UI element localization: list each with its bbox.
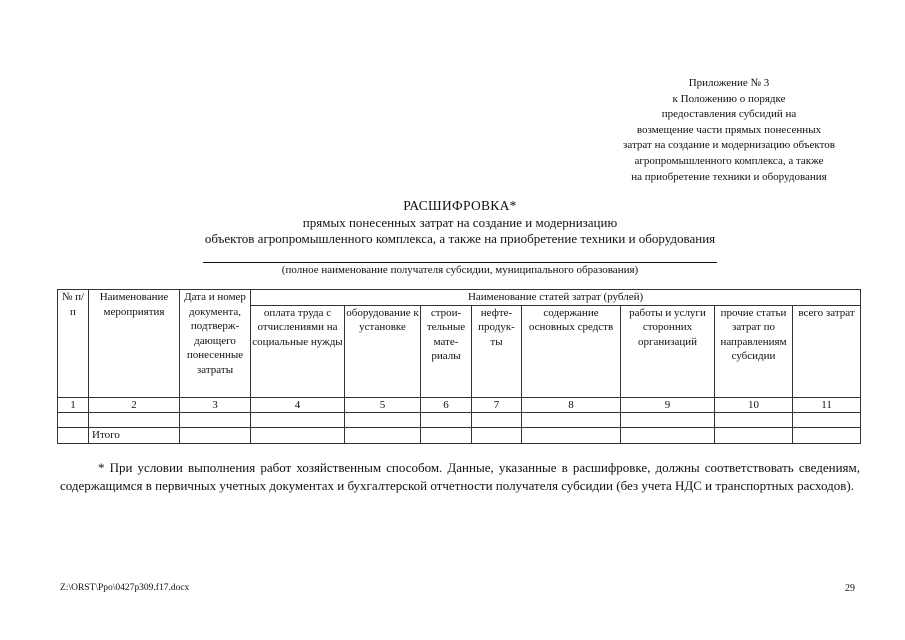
column-number: 1: [58, 397, 89, 413]
table-cell: [715, 428, 793, 444]
column-number: 5: [345, 397, 421, 413]
table-cell: [793, 428, 861, 444]
appendix-line: к Положению о порядке: [672, 92, 786, 105]
header-contractor-services: работы и услуги сторонних организаций: [621, 305, 715, 397]
table-cell: [621, 413, 715, 428]
appendix-line: затрат на создание и модернизацию объектов: [623, 139, 835, 152]
header-fixed-assets: содержание основных средств: [522, 305, 621, 397]
title-line-1: прямых понесенных затрат на создание и модернизацию: [302, 215, 618, 230]
table-cell: [251, 428, 345, 444]
table-cell: [421, 413, 472, 428]
table-cell: [58, 428, 89, 444]
column-number: 9: [621, 397, 715, 413]
appendix-line: предоставления субсидий на: [661, 108, 797, 121]
page-number: 29: [845, 583, 855, 594]
table-cell: [472, 413, 522, 428]
footer-file-path: Z:\ORST\Ppo\0427p309.f17.docx: [60, 583, 190, 593]
table-cell: [793, 413, 861, 428]
table-cell: [715, 413, 793, 428]
total-row: [58, 428, 861, 444]
appendix-line: агропромышленного комплекса, а также: [634, 154, 824, 167]
column-number: 11: [793, 397, 861, 413]
table-cell: [522, 428, 621, 444]
appendix-line: возмещение части прямых понесенных: [636, 123, 822, 136]
title-line-2: объектов агропромышленного комплекса, а также на приобретение техники и оборудования: [204, 231, 716, 246]
header-event-name: Наименование мероприятия: [89, 290, 180, 398]
header-building-materials: строи- тельные мате- риалы: [421, 305, 472, 397]
column-number: 4: [251, 397, 345, 413]
header-labor-costs: оплата труда с отчислениями на социальные нужды: [251, 305, 345, 397]
column-number: 10: [715, 397, 793, 413]
column-number: 3: [180, 397, 251, 413]
table-cell: [58, 413, 89, 428]
header-total-costs: всего затрат: [793, 305, 861, 397]
table-cell: [345, 428, 421, 444]
appendix-line: Приложение № 3: [688, 77, 770, 89]
table-cell: [522, 413, 621, 428]
table-cell: [621, 428, 715, 444]
table-cell: [180, 413, 251, 428]
table-row: [58, 413, 861, 428]
appendix-line: на приобретение техники и оборудования: [631, 170, 827, 183]
table-cell: [421, 428, 472, 444]
table-cell: [251, 413, 345, 428]
column-number: 7: [472, 397, 522, 413]
header-cost-items: Наименование статей затрат (рублей): [251, 290, 861, 306]
header-other-costs: прочие статьи затрат по направлениям субсидии: [715, 305, 793, 397]
column-number: 6: [421, 397, 472, 413]
footnote: * При условии выполнения работ хозяйственным способом. Данные, указанные в расшифровке, должны соответствовать сведениям, содержащимся в первичных учетных документах и бухгалтерской отчетности получателя субсидии (без учета НДС и транспортных расходов).: [60, 460, 860, 493]
title-main: РАСШИФРОВКА*: [403, 198, 517, 213]
expense-table: [57, 289, 861, 444]
column-number: 8: [522, 397, 621, 413]
table-cell: [89, 413, 180, 428]
header-document: Дата и номер документа, подтверж- дающего понесенные затраты: [180, 290, 251, 398]
header-number: № п/п: [58, 290, 89, 398]
table-cell: [345, 413, 421, 428]
header-equipment: оборудование к установке: [345, 305, 421, 397]
table-cell: [472, 428, 522, 444]
table-cell: [180, 428, 251, 444]
column-number: 2: [89, 397, 180, 413]
appendix-header: [590, 76, 868, 185]
recipient-caption: (полное наименование получателя субсидии, муниципального образования): [281, 264, 639, 276]
column-number-row: [58, 397, 861, 413]
document-title: [60, 197, 860, 247]
header-petroleum: нефте- продук- ты: [472, 305, 522, 397]
total-label: Итого: [89, 428, 180, 444]
recipient-fill-line: [203, 262, 717, 263]
